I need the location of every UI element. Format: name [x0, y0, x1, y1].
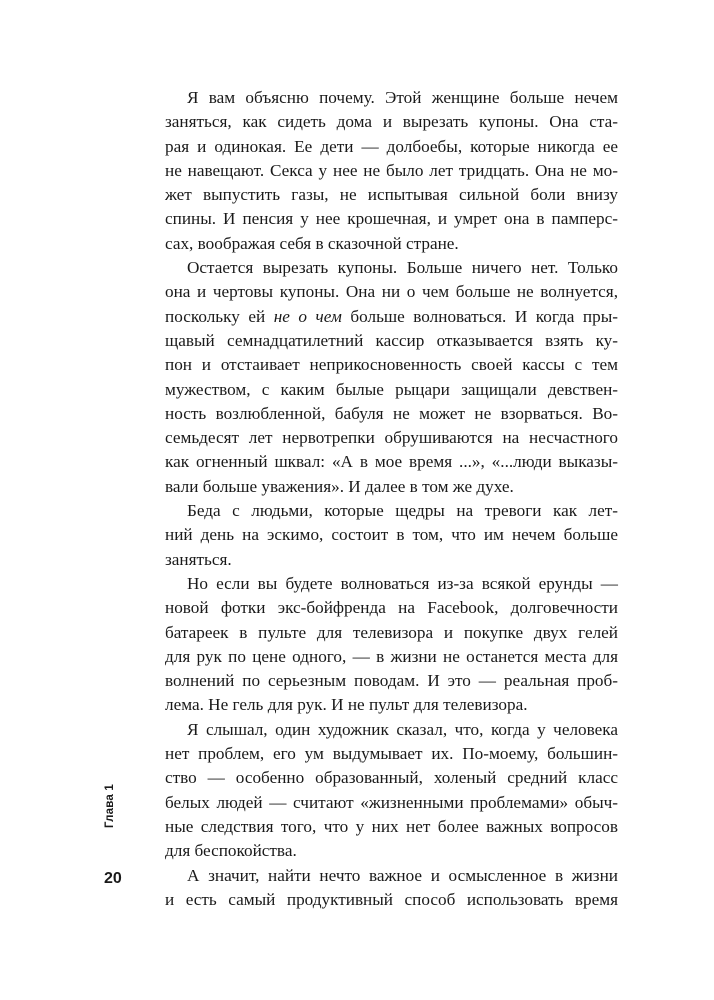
text-line: Беда с людьми, которые щедры на тревоги как лет-	[187, 501, 618, 521]
text-line: ство — особенно образованный, холеный средний класс	[165, 768, 618, 788]
text-line: Остается вырезать купоны. Больше ничего нет. Только	[187, 258, 618, 278]
text-line: лема. Не гель для рук. И не пульт для телевизора.	[165, 695, 528, 715]
text-line: она и чертовы купоны. Она ни о чем больше не волнуется,	[165, 282, 618, 302]
text-line: для беспокойства.	[165, 841, 297, 861]
text-line: белых людей — считают «жизненными проблемами» обыч-	[165, 792, 618, 812]
text-line: как огненный шквал: «А в мое время ...», «...люди выказы-	[165, 452, 618, 472]
text-line: семьдесят лет нервотрепки обрушиваются на несчастного	[165, 428, 618, 448]
text-line: заняться, как сидеть дома и вырезать купоны. Она ста-	[165, 112, 618, 132]
text-line: ные следствия того, что у них нет более важных вопросов	[165, 816, 618, 836]
text-line: заняться.	[165, 549, 232, 569]
text-line: вали больше уважения». И далее в том же духе.	[165, 476, 514, 496]
text-line	[165, 305, 618, 329]
text-line: А значит, найти нечто важное и осмысленное в жизни	[187, 865, 618, 885]
text-line: батареек в пульте для телевизора и покупке двух гелей	[165, 622, 618, 642]
text-line: Я слышал, один художник сказал, что, когда у человека	[187, 719, 618, 739]
text-line: Я вам объясню почему. Этой женщине больше нечем	[187, 88, 618, 107]
text-line: рая и одинокая. Ее дети — долбоебы, которые никогда ее	[165, 136, 618, 156]
chapter-label: Глава 1	[104, 784, 116, 828]
text-fragment: больше волноваться. И когда пры-	[341, 306, 618, 326]
body-text	[165, 86, 618, 912]
text-line: спины. И пенсия у нее крошечная, и умрет она в памперс-	[165, 209, 618, 229]
page-number: 20	[104, 870, 122, 887]
text-line: Но если вы будете волноваться из-за всякой ерунды —	[187, 573, 618, 593]
text-line: для рук по цене одного, — в жизни не останется места для	[165, 646, 618, 666]
text-line: ность возлюбленной, бабуля не может не взорваться. Во-	[165, 403, 618, 423]
text-line: не навещают. Секса у нее не было лет тридцать. Она не мо-	[165, 160, 618, 180]
text-line: мужеством, с каким былые рыцари защищали девствен-	[165, 379, 618, 399]
text-fragment: поскольку ей	[165, 306, 274, 326]
text-line: пон и отстаивает неприкосновенность своей кассы с тем	[165, 355, 618, 375]
text-line: сах, воображая себя в сказочной стране.	[165, 233, 459, 253]
text-line: щавый семнадцатилетний кассир отказывается взять ку-	[165, 330, 618, 350]
text-line: и есть самый продуктивный способ использовать время	[165, 889, 618, 909]
text-line: новой фотки экс-бойфренда на Facebook, долговечности	[165, 598, 618, 618]
text-line: нет проблем, его ум выдумывает их. По-моему, большин-	[165, 744, 618, 764]
text-line: волнений по серьезным поводам. И это — реальная проб-	[165, 671, 618, 691]
emphasis-text: не о чем	[273, 306, 342, 326]
text-line: ний день на эскимо, состоит в том, что им нечем больше	[165, 525, 618, 545]
text-line: жет выпустить газы, не испытывая сильной боли внизу	[165, 185, 618, 205]
